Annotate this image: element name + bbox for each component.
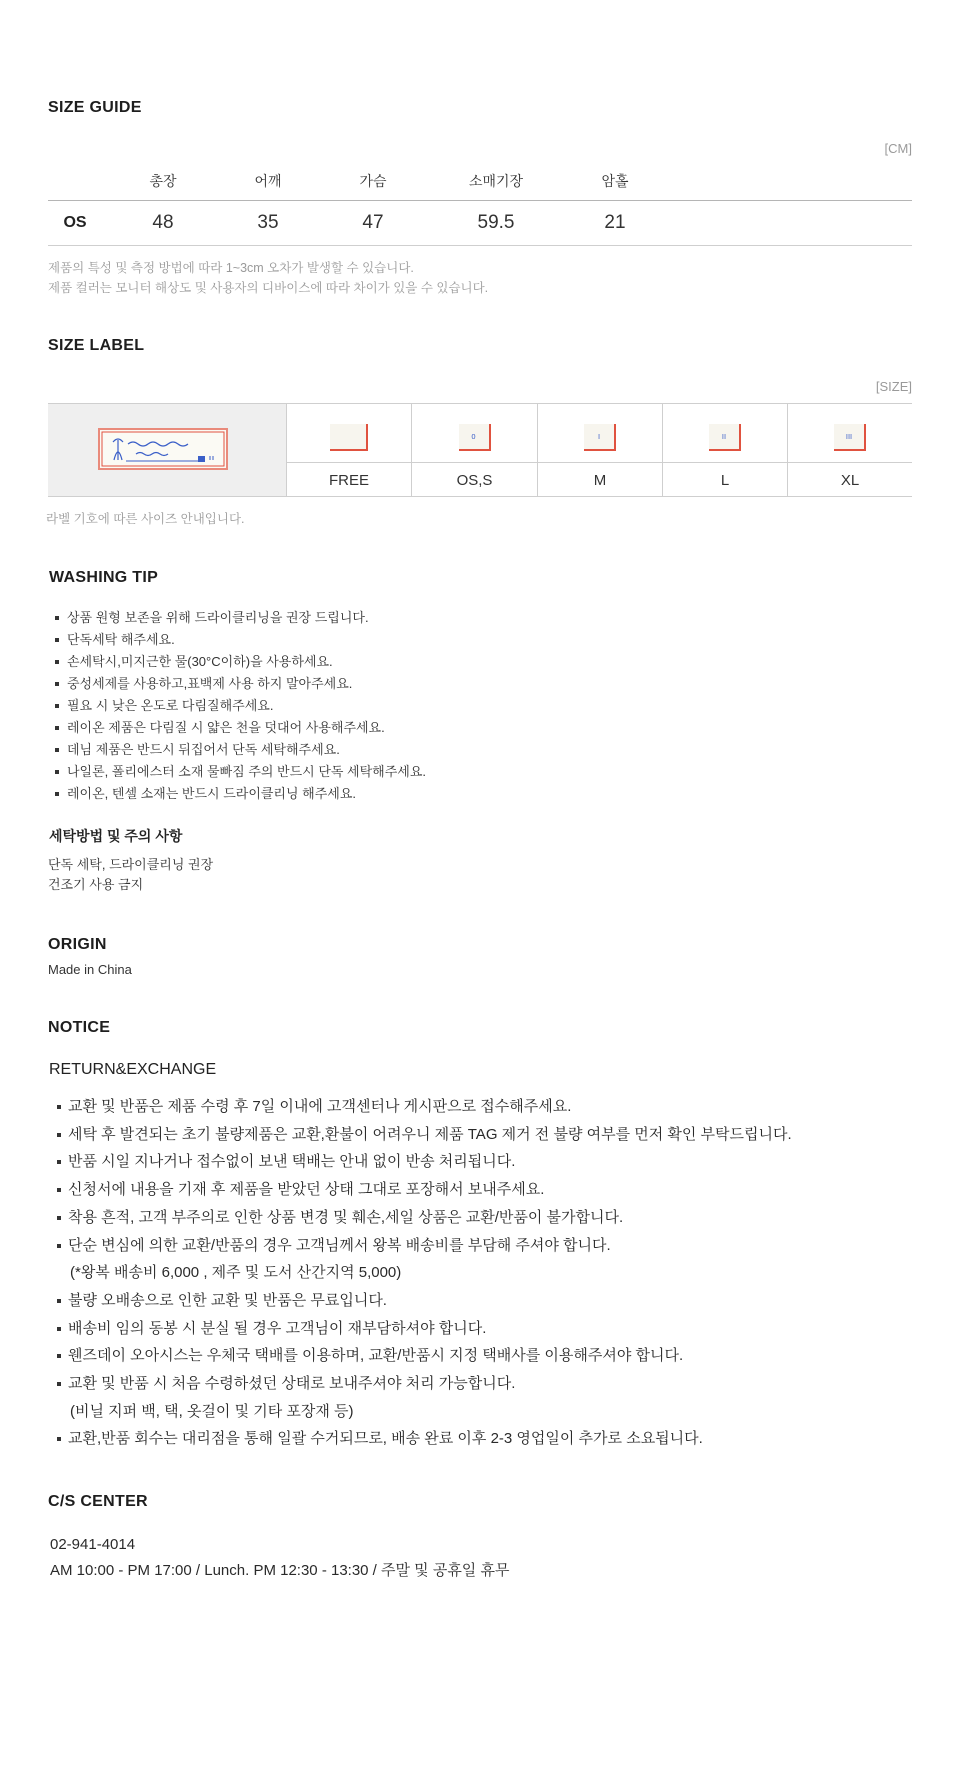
size-guide-title: SIZE GUIDE	[48, 99, 142, 116]
notice-title: NOTICE	[48, 1019, 111, 1036]
list-item: 상품 원형 보존을 위해 드라이클리닝을 권장 드립니다.	[55, 607, 426, 629]
list-item: 착용 흔적, 고객 부주의로 인한 상품 변경 및 훼손,세일 상품은 교환/반품이 불가합니다.	[56, 1204, 792, 1232]
size-label-note: 라벨 기호에 따른 사이즈 안내입니다.	[46, 512, 245, 526]
size-table	[48, 162, 912, 246]
cs-hours: AM 10:00 - PM 17:00 / Lunch. PM 12:30 - 13:30 / 주말 및 공휴일 휴무	[50, 1562, 510, 1579]
list-item: 웬즈데이 오아시스는 우체국 택배를 이용하며, 교환/반품시 지정 택배사를 이용해주셔야 합니다.	[56, 1342, 792, 1370]
size-label-grid	[48, 403, 912, 497]
washing-tip-list	[55, 607, 426, 805]
list-item: (비닐 지퍼 백, 택, 옷걸이 및 기타 포장재 등)	[70, 1402, 354, 1420]
value-cell: 47	[362, 212, 384, 233]
wash-method-line: 단독 세탁, 드라이클리닝 권장	[48, 857, 214, 872]
list-item: 레이온, 텐셀 소재는 반드시 드라이클리닝 해주세요.	[55, 783, 426, 805]
list-item: 단독세탁 해주세요.	[55, 629, 426, 651]
size-tag-mark: 0	[471, 432, 476, 441]
size-label-unit: [SIZE]	[875, 379, 912, 394]
size-label-name: M	[538, 462, 662, 497]
size-table-header	[48, 162, 912, 201]
size-tag-icon	[584, 424, 616, 451]
header-cell: 소매기장	[468, 173, 524, 189]
header-cell: 암홀	[601, 173, 629, 189]
label-col-xl	[788, 404, 912, 496]
header-cell: 어깨	[254, 173, 282, 189]
list-item: 신청서에 내용을 기재 후 제품을 받았던 상태 그대로 포장해서 보내주세요.	[56, 1176, 792, 1204]
list-item: 레이온 제품은 다림질 시 얇은 천을 덧대어 사용해주세요.	[55, 717, 426, 739]
cs-center-title: C/S CENTER	[48, 1493, 148, 1510]
woven-label-image	[98, 428, 228, 470]
list-item: 배송비 임의 동봉 시 분실 될 경우 고객님이 재부담하셔야 합니다.	[56, 1315, 792, 1343]
value-cell: 35	[257, 212, 279, 233]
size-label-name: XL	[788, 462, 912, 497]
header-cell: 총장	[149, 173, 177, 189]
size-note: 제품의 특성 및 측정 방법에 따라 1~3cm 오차가 발생할 수 있습니다.	[48, 261, 414, 275]
list-item: 교환 및 반품은 제품 수령 후 7일 이내에 고객센터나 게시판으로 접수해주세요.	[56, 1093, 792, 1121]
size-tag-mark: III	[845, 432, 853, 441]
notice-subtitle: RETURN&EXCHANGE	[49, 1061, 217, 1078]
size-tag-icon	[834, 424, 866, 451]
wash-method-line: 건조기 사용 금지	[48, 877, 144, 892]
list-item: 필요 시 낮은 온도로 다림질해주세요.	[55, 695, 426, 717]
label-col-os	[412, 404, 538, 496]
label-logo-icon	[100, 430, 226, 468]
size-guide-unit: [CM]	[884, 141, 912, 156]
list-item: 단순 변심에 의한 교환/반품의 경우 고객님께서 왕복 배송비를 부담해 주셔야 합니다.	[56, 1232, 792, 1260]
list-item: 불량 오배송으로 인한 교환 및 반품은 무료입니다.	[56, 1287, 792, 1315]
table-row	[48, 201, 912, 246]
size-label-name: L	[663, 462, 787, 497]
label-photo	[48, 404, 287, 496]
list-item: 교환,반품 회수는 대리점을 통해 일괄 수거되므로, 배송 완료 이후 2-3 영업일이 추가로 소요됩니다.	[56, 1425, 792, 1453]
value-cell: 59.5	[477, 212, 515, 233]
list-item: 세탁 후 발견되는 초기 불량제품은 교환,환불이 어려우니 제품 TAG 제거 전 불량 여부를 먼저 확인 부탁드립니다.	[56, 1121, 792, 1149]
size-note: 제품 컬러는 모니터 해상도 및 사용자의 디바이스에 따라 차이가 있을 수 있습니다.	[48, 281, 489, 295]
size-tag-icon	[709, 424, 741, 451]
size-tag-mark: I	[597, 432, 601, 441]
size-tag-icon	[330, 424, 368, 451]
size-tag-mark: II	[721, 432, 727, 441]
origin-title: ORIGIN	[48, 936, 107, 953]
list-item: (*왕복 배송비 6,000 , 제주 및 도서 산간지역 5,000)	[70, 1264, 402, 1282]
size-label-name: FREE	[287, 462, 411, 497]
list-item: 반품 시일 지나거나 접수없이 보낸 택배는 안내 없이 반송 처리됩니다.	[56, 1148, 792, 1176]
size-tag-icon	[459, 424, 491, 451]
list-item: 교환 및 반품 시 처음 수령하셨던 상태로 보내주셔야 처리 가능합니다.	[56, 1370, 792, 1398]
list-item: 데님 제품은 반드시 뒤집어서 단독 세탁해주세요.	[55, 739, 426, 761]
label-col-l	[663, 404, 788, 496]
notice-list	[56, 1093, 792, 1453]
value-cell: 21	[604, 212, 626, 233]
list-item: 손세탁시,미지근한 물(30°C이하)을 사용하세요.	[55, 651, 426, 673]
list-item: 나일론, 폴리에스터 소재 물빠짐 주의 반드시 단독 세탁해주세요.	[55, 761, 426, 783]
list-item: 중성세제를 사용하고,표백제 사용 하지 말아주세요.	[55, 673, 426, 695]
size-label-name: OS,S	[412, 462, 537, 497]
cs-phone: 02-941-4014	[50, 1536, 136, 1553]
row-label: OS	[63, 214, 87, 231]
label-col-m	[538, 404, 663, 496]
washing-tip-title: WASHING TIP	[49, 569, 159, 586]
wash-method-title: 세탁방법 및 주의 사항	[49, 828, 183, 844]
origin-value: Made in China	[48, 962, 132, 977]
size-label-title: SIZE LABEL	[48, 337, 145, 354]
header-cell: 가슴	[359, 173, 387, 189]
value-cell: 48	[152, 212, 174, 233]
label-col-free	[287, 404, 412, 496]
